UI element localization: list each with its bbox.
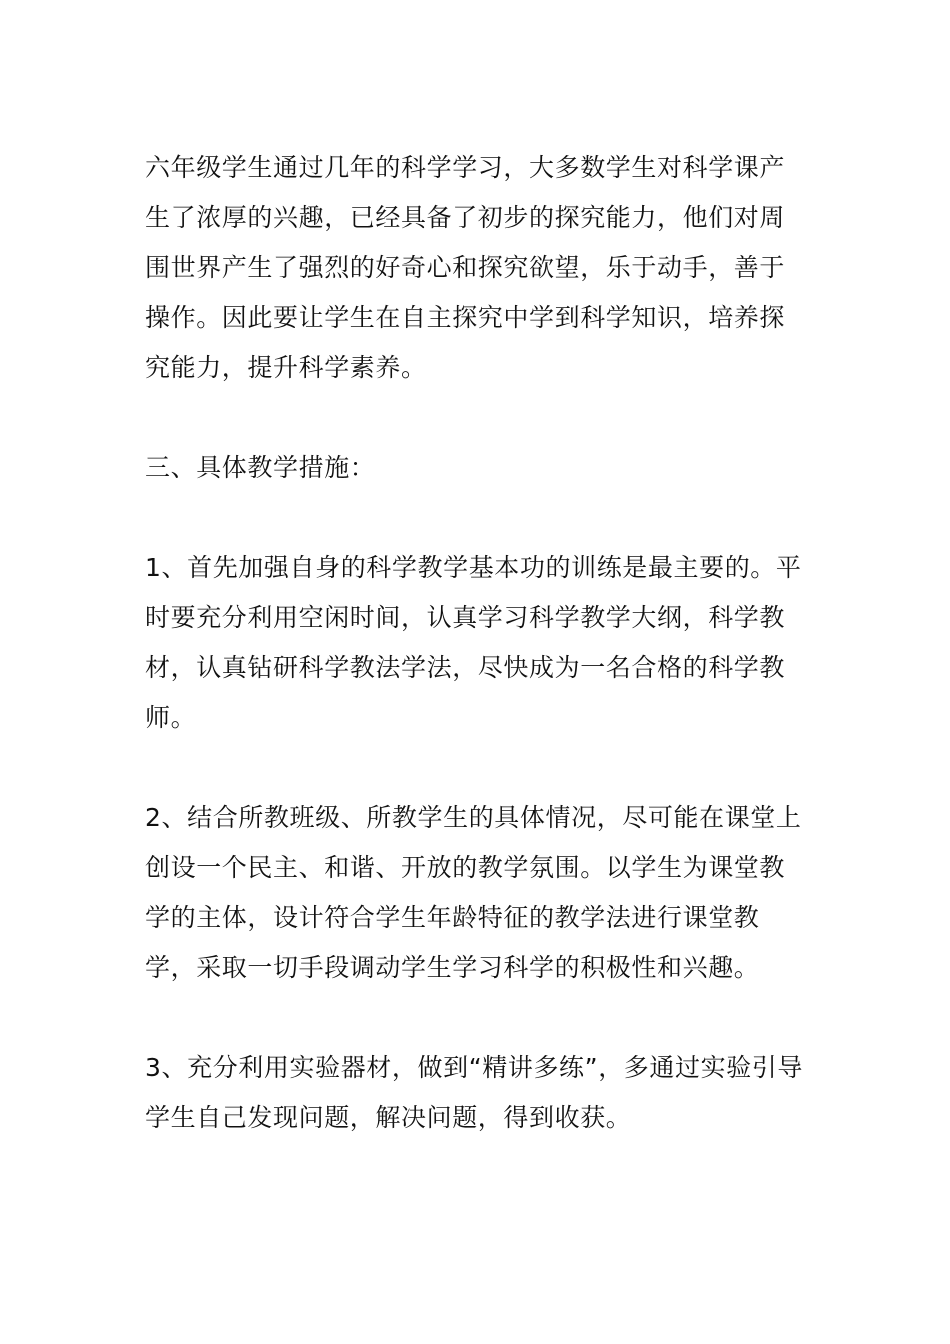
text-line: 3、充分利用实验器材，做到“精讲多练”，多通过实验引导 (145, 1053, 804, 1082)
text-line: 学的主体，设计符合学生年龄特征的教学法进行课堂教 (145, 903, 760, 932)
paragraph-spacer (145, 993, 805, 1043)
paragraph-spacer (145, 393, 805, 443)
text-line: 生了浓厚的兴趣，已经具备了初步的探究能力，他们对周 (145, 203, 786, 232)
text-line: 2、结合所教班级、所教学生的具体情况，尽可能在课堂上 (145, 803, 802, 832)
paragraph-measure-3 (145, 1043, 805, 1143)
paragraph-spacer (145, 493, 805, 543)
paragraph-measure-2 (145, 793, 805, 993)
text-line: 创设一个民主、和谐、开放的教学氛围。以学生为课堂教 (145, 853, 786, 882)
paragraph-student-analysis (145, 143, 805, 393)
text-line: 1、首先加强自身的科学教学基本功的训练是最主要的。平 (145, 553, 802, 582)
document-body (145, 143, 805, 1143)
text-line: 学，采取一切手段调动学生学习科学的积极性和兴趣。 (145, 953, 760, 982)
text-line: 师。 (145, 703, 197, 732)
text-line: 时要充分利用空闲时间，认真学习科学教学大纲，科学教 (145, 603, 786, 632)
section-heading-teaching-measures (145, 443, 805, 493)
text-line: 六年级学生通过几年的科学学习，大多数学生对科学课产 (145, 153, 786, 182)
text-line: 操作。因此要让学生在自主探究中学到科学知识，培养探 (145, 303, 786, 332)
text-line: 学生自己发现问题，解决问题，得到收获。 (145, 1103, 632, 1132)
paragraph-spacer (145, 743, 805, 793)
heading-text: 三、具体教学措施： (145, 453, 376, 482)
paragraph-measure-1 (145, 543, 805, 743)
text-line: 究能力，提升科学素养。 (145, 353, 427, 382)
text-line: 围世界产生了强烈的好奇心和探究欲望，乐于动手，善于 (145, 253, 786, 282)
text-line: 材，认真钻研科学教法学法，尽快成为一名合格的科学教 (145, 653, 786, 682)
